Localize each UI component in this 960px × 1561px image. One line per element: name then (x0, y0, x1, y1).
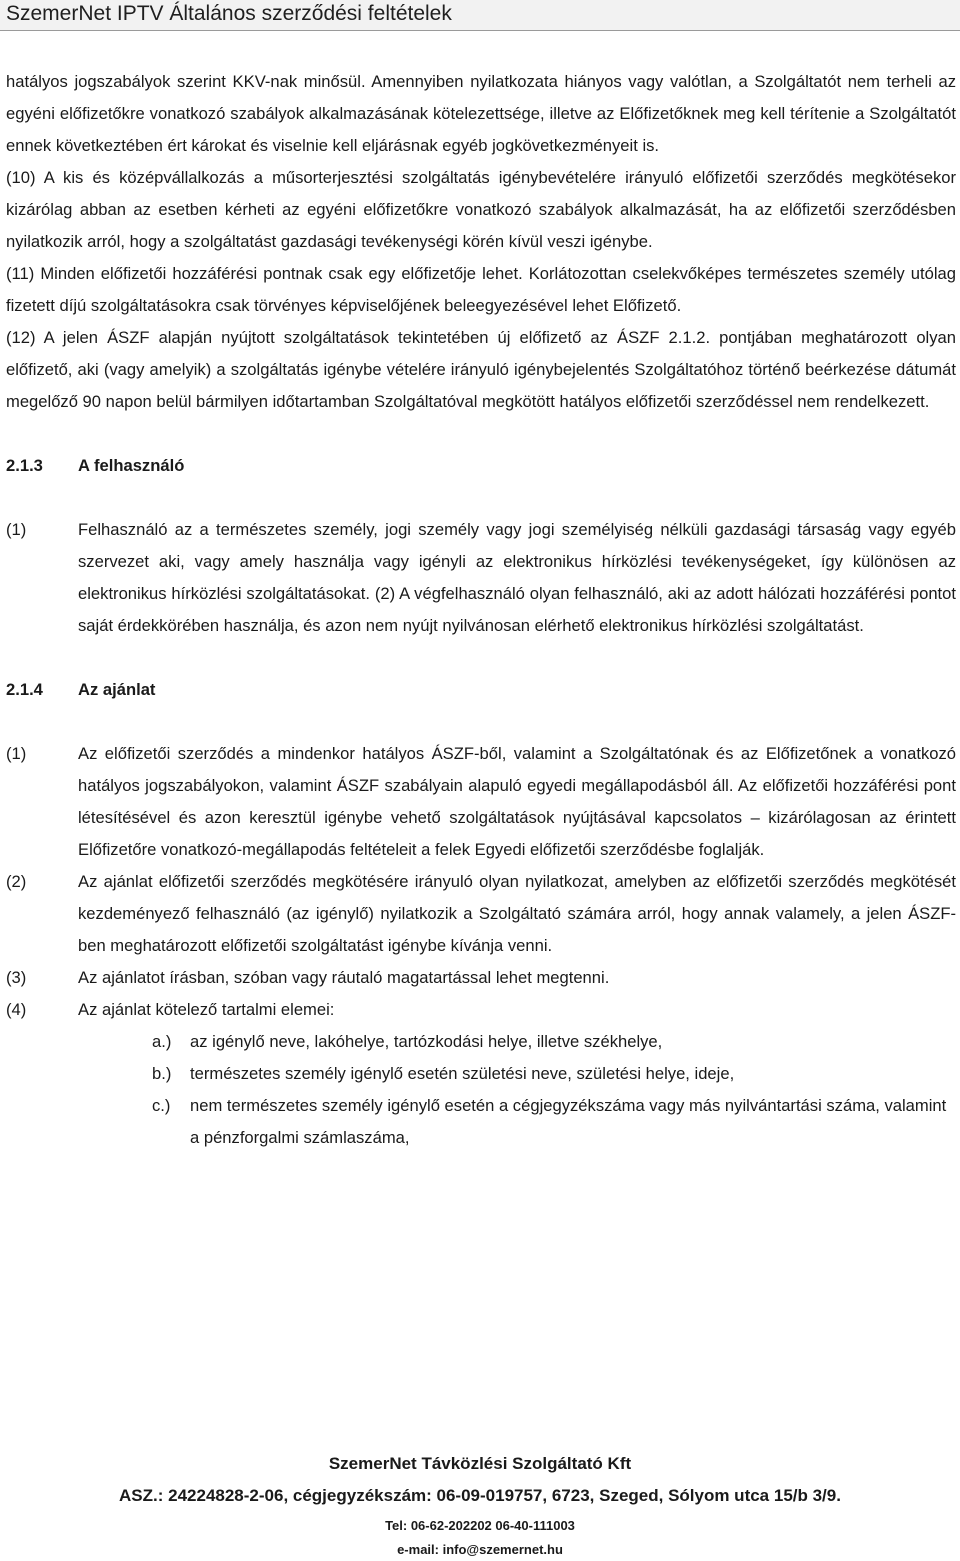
list-item (6, 866, 956, 962)
footer-phone: Tel: 06-62-202202 06-40-111003 (385, 1518, 575, 1533)
sub-list-item (6, 1058, 956, 1090)
sub-item-text: az igénylő neve, lakóhelye, tartózkodási helye, illetve székhelye, (190, 1032, 663, 1051)
item-number: (4) (6, 1000, 27, 1019)
list-item (6, 738, 956, 866)
sub-item-letter: a.) (152, 1032, 172, 1051)
item-number: (1) (6, 520, 27, 539)
sub-list-item (6, 1090, 956, 1154)
sub-list-item (6, 1026, 956, 1058)
document-title: SzemerNet IPTV Általános szerződési feltételek (6, 2, 452, 25)
footer-company: SzemerNet Távközlési Szolgáltató Kft (328, 1454, 632, 1473)
item-number: (3) (6, 968, 27, 987)
section-number: 2.1.3 (6, 456, 43, 475)
item-text: Az ajánlat előfizetői szerződés megkötésére irányuló olyan nyilatkozat, amelyben az előfizetői szerződés megkötését kezdeményező felhasználó (az igénylő) nyilatkozik a Szolgáltató számára arról, hogy annak valamely, a jelen ÁSZF-ben meghatározott előfizetői szolgáltatást igénybe kívánja venni. (78, 872, 956, 955)
list-item (6, 514, 956, 642)
footer-email: e-mail: info@szemernet.hu (397, 1542, 563, 1557)
section-heading-2-1-4 (6, 674, 956, 706)
section-number: 2.1.4 (6, 680, 43, 699)
section-title: A felhasználó (78, 456, 185, 475)
section-title: Az ajánlat (78, 680, 156, 699)
item-number: (1) (6, 744, 27, 763)
item-text: Az ajánlatot írásban, szóban vagy ráutaló magatartással lehet megtenni. (78, 968, 610, 987)
item-text: Az ajánlat kötelező tartalmi elemei: (78, 1000, 335, 1019)
item-text: Az előfizetői szerződés a mindenkor hatályos ÁSZF-ből, valamint a Szolgáltatónak és az Előfizetőnek a vonatkozó hatályos jogszabályokon, valamint ÁSZF szabályain alapuló egyedi megállapodásból áll. Az előfizetői hozzáférési pont létesítésével és azon keresztül igénybe vehető szolgáltatások nyújtásával kapcsolatos – kizárólagosan az érintett Előfizetőre vonatkozó-megállapodás feltételeit a felek Egyedi előfizetői szerződésbe foglalják. (78, 744, 956, 859)
document-body (6, 66, 956, 1154)
footer-company-ids: ASZ.: 24224828-2-06, cégjegyzékszám: 06-09-019757, 6723, Szeged, Sólyom utca 15/b 3/9. (119, 1486, 841, 1505)
item-text: Felhasználó az a természetes személy, jogi személy vagy jogi személyiség nélküli gazdasági társaság vagy egyéb szervezet aki, vagy amely használja vagy igényli az elektronikus hírközlési tevékenységeket, így különösen az elektronikus hírközlési szolgáltatásokat. (2) A végfelhasználó olyan felhasználó, aki az adott hálózati hozzáférési pontot saját érdekkörében használja, és azon nem nyújt nyilvánosan elérhető elektronikus hírközlési szolgáltatást. (78, 520, 956, 635)
sub-item-text: természetes személy igénylő esetén születési neve, születési helye, ideje, (190, 1064, 735, 1083)
sub-item-text: nem természetes személy igénylő esetén a cégjegyzékszáma vagy más nyilvántartási száma, valamint a pénzforgalmi számlaszáma, (190, 1096, 947, 1147)
document-header (0, 0, 960, 31)
list-item (6, 962, 956, 994)
list-item (6, 994, 956, 1026)
paragraph-11: (11) Minden előfizetői hozzáférési pontnak csak egy előfizetője lehet. Korlátozottan cselekvőképes természetes személy utólag fizetett díjú szolgáltatásokra csak törvényes képviselőjének beleegyezésével lehet Előfizető. (6, 264, 956, 315)
paragraph-10: (10) A kis és középvállalkozás a műsorterjesztési szolgáltatás igénybevételére irányuló előfizetői szerződés megkötésekor kizárólag abban az esetben kérheti az egyéni előfizetőkre vonatkozó szabályok alkalmazását, ha az előfizetői szerződésben nyilatkozik arról, hogy a szolgáltatást gazdasági tevékenységi körén kívül veszi igénybe. (6, 168, 956, 251)
sub-item-letter: c.) (152, 1096, 171, 1115)
sub-item-letter: b.) (152, 1064, 172, 1083)
paragraph-12: (12) A jelen ÁSZF alapján nyújtott szolgáltatások tekintetében új előfizető az ÁSZF 2.1.2. pontjában meghatározott olyan előfizető, aki (vagy amelyik) a szolgáltatás igénybe vételére irányuló igénybejelentés Szolgáltatóhoz történő beérkezése dátumát megelőző 90 napon belül bármilyen időtartamban Szolgáltatóval megkötött hatályos előfizetői szerződéssel nem rendelkezett. (6, 328, 956, 411)
item-number: (2) (6, 872, 27, 891)
paragraph-intro: hatályos jogszabályok szerint KKV-nak minősül. Amennyiben nyilatkozata hiányos vagy valótlan, a Szolgáltatót nem terheli az egyéni előfizetőkre vonatkozó szabályok alkalmazásának kötelezettsége, illetve az Előfizetőknek meg kell térítenie a Szolgáltatót ennek következtében ért károkat és viselnie kell eljárásnak egyéb jogkövetkezményeit is. (6, 72, 956, 155)
section-heading-2-1-3 (6, 450, 956, 482)
